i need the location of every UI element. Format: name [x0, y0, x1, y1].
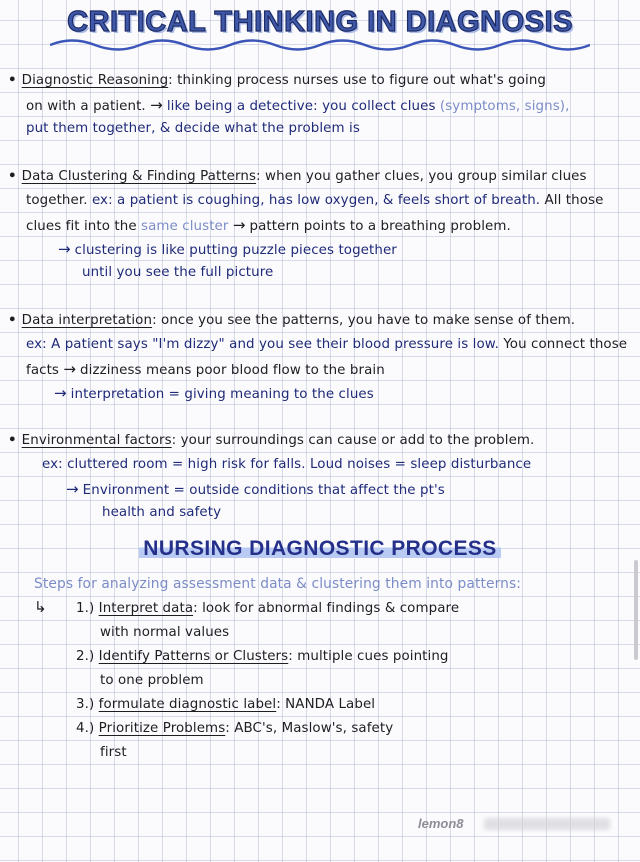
arrow-icon: → — [232, 216, 246, 234]
term-data-clustering: Data Clustering & Finding Patterns — [21, 169, 257, 184]
example-text: like being a detective: you collect clues — [166, 99, 436, 114]
step-desc: : look for abnormal findings & compare — [193, 601, 460, 616]
scrollbar[interactable] — [634, 560, 638, 660]
term-environmental-factors: Environmental factors — [21, 433, 172, 448]
step-4 — [76, 720, 393, 738]
title-wave-underline — [50, 36, 590, 54]
text: health and safety — [102, 505, 222, 520]
step-number: 3.) — [76, 697, 95, 712]
definition-text: : thinking process nurses use to figure out what's going — [168, 73, 547, 88]
definition-text: : when you gather clues, you group similar clues — [256, 169, 587, 184]
section-heading — [0, 537, 640, 561]
step-number: 2.) — [76, 649, 95, 664]
text: All those — [544, 193, 604, 208]
text: until you see the full picture — [82, 265, 274, 280]
highlight-text: same cluster — [141, 219, 229, 234]
definition-text: : your surroundings can cause or add to the problem. — [171, 433, 535, 448]
bullet: • — [8, 313, 17, 328]
term-data-interpretation: Data interpretation — [21, 313, 153, 328]
step-desc: : NANDA Label — [276, 697, 376, 712]
arrow-icon: → — [54, 384, 67, 402]
text: interpretation = giving meaning to the clues — [70, 387, 374, 402]
step-continuation: with normal values — [100, 625, 230, 640]
text: clues fit into the — [26, 219, 137, 234]
page-title: CRITICAL THINKING IN DIAGNOSIS — [67, 6, 573, 38]
heading-text: NURSING DIAGNOSTIC PROCESS — [139, 537, 500, 560]
step-number: 1.) — [76, 601, 95, 616]
step-1 — [76, 600, 459, 618]
term-diagnostic-reasoning: Diagnostic Reasoning — [21, 73, 169, 88]
text: pattern points to a breathing problem. — [249, 219, 511, 234]
step-desc: : multiple cues pointing — [288, 649, 449, 664]
text: together. — [26, 193, 88, 208]
return-arrow-icon: ↳ — [34, 598, 47, 616]
step-term: formulate diagnostic label — [98, 697, 277, 712]
bullet: • — [8, 433, 17, 448]
arrow-icon: → — [150, 96, 163, 114]
bullet: • — [8, 169, 17, 184]
text: on with a patient. — [26, 99, 146, 114]
text: dizziness means poor blood flow to the brain — [80, 363, 385, 378]
intro-text: Steps for analyzing assessment data & clustering them into patterns: — [34, 576, 521, 592]
arrow-icon: → — [58, 240, 71, 258]
arrow-icon: → — [66, 480, 79, 498]
text: clustering is like putting puzzle pieces together — [74, 243, 397, 258]
step-2 — [76, 648, 449, 666]
step-term: Prioritize Problems — [98, 721, 226, 736]
highlight-text: (symptoms, signs), — [439, 99, 570, 114]
text: facts — [26, 363, 60, 378]
example-text: ex: a patient is coughing, has low oxygen, & feels short of breath. — [91, 193, 541, 208]
example-text: ex: A patient says "I'm dizzy" and you see their blood pressure is low. — [26, 337, 499, 352]
bullet: • — [8, 73, 17, 88]
watermark-blurred-handle — [484, 818, 610, 830]
definition-text: : once you see the patterns, you have to make sense of them. — [152, 313, 576, 328]
step-desc: : ABC's, Maslow's, safety — [225, 721, 394, 736]
step-continuation: to one problem — [100, 673, 204, 688]
step-continuation: first — [100, 745, 127, 760]
watermark-logo: lemon8 — [418, 816, 464, 831]
text: put them together, & decide what the problem is — [26, 121, 360, 136]
step-3 — [76, 696, 375, 714]
arrow-icon: → — [63, 360, 77, 378]
step-number: 4.) — [76, 721, 95, 736]
example-text: ex: cluttered room = high risk for falls. Loud noises = sleep disturbance — [42, 457, 532, 472]
step-term: Identify Patterns or Clusters — [98, 649, 289, 664]
text: Environment = outside conditions that affect the pt's — [82, 483, 445, 498]
step-term: Interpret data — [98, 601, 194, 616]
text: You connect those — [503, 337, 628, 352]
